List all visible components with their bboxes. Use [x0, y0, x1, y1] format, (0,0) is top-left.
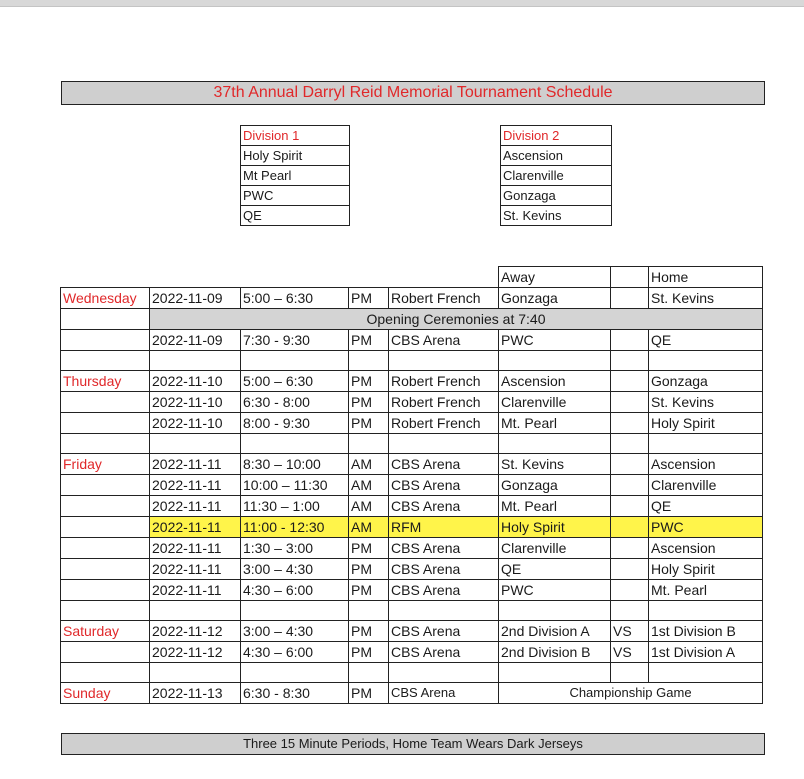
time-cell: 4:30 – 6:00: [241, 642, 349, 663]
time-cell: 1:30 – 3:00: [241, 538, 349, 559]
division-2-team: Ascension: [501, 146, 612, 166]
home-header: Home: [649, 267, 763, 288]
page-title: 37th Annual Darryl Reid Memorial Tournament Schedule: [61, 81, 765, 105]
away-cell: Ascension: [499, 371, 611, 392]
time-cell: 11:30 – 1:00: [241, 496, 349, 517]
home-cell: QE: [649, 496, 763, 517]
time-cell: 3:00 – 4:30: [241, 621, 349, 642]
time-cell: 6:30 - 8:30: [241, 683, 349, 704]
table-row: [61, 580, 763, 601]
table-row: [61, 454, 763, 475]
table-row: [61, 538, 763, 559]
day-cell: [61, 642, 150, 663]
division-2-table: [500, 125, 612, 226]
venue-cell: CBS Arena: [389, 330, 499, 351]
date-cell: 2022-11-12: [150, 642, 241, 663]
time-cell: 4:30 – 6:00: [241, 580, 349, 601]
venue-cell: CBS Arena: [389, 475, 499, 496]
home-cell: Mt. Pearl: [649, 580, 763, 601]
vs-cell: [611, 475, 649, 496]
division-1-team: QE: [241, 206, 350, 226]
table-row: [61, 288, 763, 309]
date-cell: 2022-11-10: [150, 413, 241, 434]
away-header: Away: [499, 267, 611, 288]
championship-game-cell: Championship Game: [499, 683, 763, 704]
date-cell: 2022-11-11: [150, 538, 241, 559]
vs-cell: [611, 330, 649, 351]
ampm-cell: PM: [349, 559, 389, 580]
venue-cell: CBS Arena: [389, 538, 499, 559]
away-cell: Clarenville: [499, 392, 611, 413]
day-cell: [61, 517, 150, 538]
ampm-cell: PM: [349, 288, 389, 309]
date-cell: 2022-11-11: [150, 496, 241, 517]
vs-cell: [611, 454, 649, 475]
venue-cell: Robert French: [389, 392, 499, 413]
time-cell: 6:30 - 8:00: [241, 392, 349, 413]
venue-cell: CBS Arena: [389, 580, 499, 601]
date-cell: 2022-11-11: [150, 580, 241, 601]
date-cell: 2022-11-12: [150, 621, 241, 642]
away-cell: PWC: [499, 330, 611, 351]
opening-ceremonies-banner: Opening Ceremonies at 7:40: [150, 309, 763, 330]
venue-cell: CBS Arena: [389, 559, 499, 580]
date-cell: 2022-11-11: [150, 559, 241, 580]
date-cell: 2022-11-10: [150, 371, 241, 392]
away-cell: Gonzaga: [499, 475, 611, 496]
table-row: [61, 621, 763, 642]
ampm-cell: PM: [349, 580, 389, 601]
date-cell: 2022-11-09: [150, 288, 241, 309]
table-row: [61, 683, 763, 704]
ampm-cell: AM: [349, 517, 389, 538]
footer-note: Three 15 Minute Periods, Home Team Wears Dark Jerseys: [61, 733, 765, 755]
venue-cell: CBS Arena: [389, 454, 499, 475]
day-cell: [61, 538, 150, 559]
venue-cell: CBS Arena: [389, 642, 499, 663]
time-cell: 11:00 - 12:30: [241, 517, 349, 538]
venue-cell: CBS Arena: [389, 683, 499, 704]
away-cell: Clarenville: [499, 538, 611, 559]
venue-cell: CBS Arena: [389, 621, 499, 642]
ampm-cell: PM: [349, 392, 389, 413]
day-cell: [61, 580, 150, 601]
home-cell: Ascension: [649, 538, 763, 559]
day-cell: Wednesday: [61, 288, 150, 309]
division-1-team: PWC: [241, 186, 350, 206]
venue-cell: Robert French: [389, 371, 499, 392]
ampm-cell: PM: [349, 371, 389, 392]
date-cell: 2022-11-10: [150, 392, 241, 413]
ampm-cell: AM: [349, 454, 389, 475]
division-1-team: Holy Spirit: [241, 146, 350, 166]
spacer-row: [61, 351, 763, 371]
venue-cell: RFM: [389, 517, 499, 538]
ampm-cell: PM: [349, 330, 389, 351]
day-cell: [61, 413, 150, 434]
home-cell: Gonzaga: [649, 371, 763, 392]
home-cell: St. Kevins: [649, 392, 763, 413]
day-cell: Thursday: [61, 371, 150, 392]
schedule-header-row: [61, 267, 763, 288]
away-cell: Mt. Pearl: [499, 413, 611, 434]
table-row: [61, 559, 763, 580]
highlighted-row: [61, 517, 763, 538]
venue-cell: Robert French: [389, 413, 499, 434]
date-cell: 2022-11-11: [150, 454, 241, 475]
day-cell: Saturday: [61, 621, 150, 642]
ampm-cell: PM: [349, 642, 389, 663]
spacer-row: [61, 663, 763, 683]
day-cell: [61, 392, 150, 413]
division-1-header: Division 1: [241, 126, 350, 146]
table-row: [61, 413, 763, 434]
time-cell: 7:30 - 9:30: [241, 330, 349, 351]
vs-cell: [611, 538, 649, 559]
home-cell: QE: [649, 330, 763, 351]
home-cell: Ascension: [649, 454, 763, 475]
away-cell: 2nd Division B: [499, 642, 611, 663]
time-cell: 8:00 - 9:30: [241, 413, 349, 434]
vs-cell: [611, 559, 649, 580]
schedule-table: [60, 266, 763, 704]
division-1-table: [240, 125, 350, 226]
day-cell: Friday: [61, 454, 150, 475]
ampm-cell: PM: [349, 683, 389, 704]
home-cell: Holy Spirit: [649, 413, 763, 434]
away-cell: Mt. Pearl: [499, 496, 611, 517]
spacer-row: [61, 601, 763, 621]
vs-cell: [611, 413, 649, 434]
home-cell: 1st Division A: [649, 642, 763, 663]
opening-ceremonies-row: [61, 309, 763, 330]
venue-cell: Robert French: [389, 288, 499, 309]
table-row: [61, 371, 763, 392]
date-cell: 2022-11-11: [150, 517, 241, 538]
ampm-cell: PM: [349, 413, 389, 434]
date-cell: 2022-11-09: [150, 330, 241, 351]
home-cell: Clarenville: [649, 475, 763, 496]
table-row: [61, 392, 763, 413]
away-cell: Gonzaga: [499, 288, 611, 309]
ampm-cell: PM: [349, 621, 389, 642]
table-row: [61, 330, 763, 351]
date-cell: 2022-11-11: [150, 475, 241, 496]
home-cell: Holy Spirit: [649, 559, 763, 580]
vs-cell: [611, 371, 649, 392]
time-cell: 3:00 – 4:30: [241, 559, 349, 580]
division-2-header: Division 2: [501, 126, 612, 146]
home-cell: 1st Division B: [649, 621, 763, 642]
division-2-team: Gonzaga: [501, 186, 612, 206]
day-cell: [61, 475, 150, 496]
vs-cell: VS: [611, 642, 649, 663]
time-cell: 5:00 – 6:30: [241, 371, 349, 392]
division-2-team: St. Kevins: [501, 206, 612, 226]
time-cell: 8:30 – 10:00: [241, 454, 349, 475]
away-cell: St. Kevins: [499, 454, 611, 475]
home-cell: PWC: [649, 517, 763, 538]
vs-cell: [611, 580, 649, 601]
division-2-team: Clarenville: [501, 166, 612, 186]
away-cell: Holy Spirit: [499, 517, 611, 538]
vs-cell: [611, 517, 649, 538]
away-cell: 2nd Division A: [499, 621, 611, 642]
ampm-cell: AM: [349, 496, 389, 517]
ampm-cell: PM: [349, 538, 389, 559]
day-cell: [61, 330, 150, 351]
day-cell: [61, 559, 150, 580]
vs-cell: [611, 392, 649, 413]
table-row: [61, 642, 763, 663]
ampm-cell: AM: [349, 475, 389, 496]
vs-cell: [611, 496, 649, 517]
home-cell: St. Kevins: [649, 288, 763, 309]
day-cell: [61, 496, 150, 517]
time-cell: 5:00 – 6:30: [241, 288, 349, 309]
vs-cell: [611, 288, 649, 309]
date-cell: 2022-11-13: [150, 683, 241, 704]
away-cell: PWC: [499, 580, 611, 601]
day-cell: Sunday: [61, 683, 150, 704]
division-1-team: Mt Pearl: [241, 166, 350, 186]
table-row: [61, 475, 763, 496]
table-row: [61, 496, 763, 517]
spacer-row: [61, 434, 763, 454]
venue-cell: CBS Arena: [389, 496, 499, 517]
vs-cell: VS: [611, 621, 649, 642]
window-top-bar: [0, 0, 804, 7]
away-cell: QE: [499, 559, 611, 580]
time-cell: 10:00 – 11:30: [241, 475, 349, 496]
